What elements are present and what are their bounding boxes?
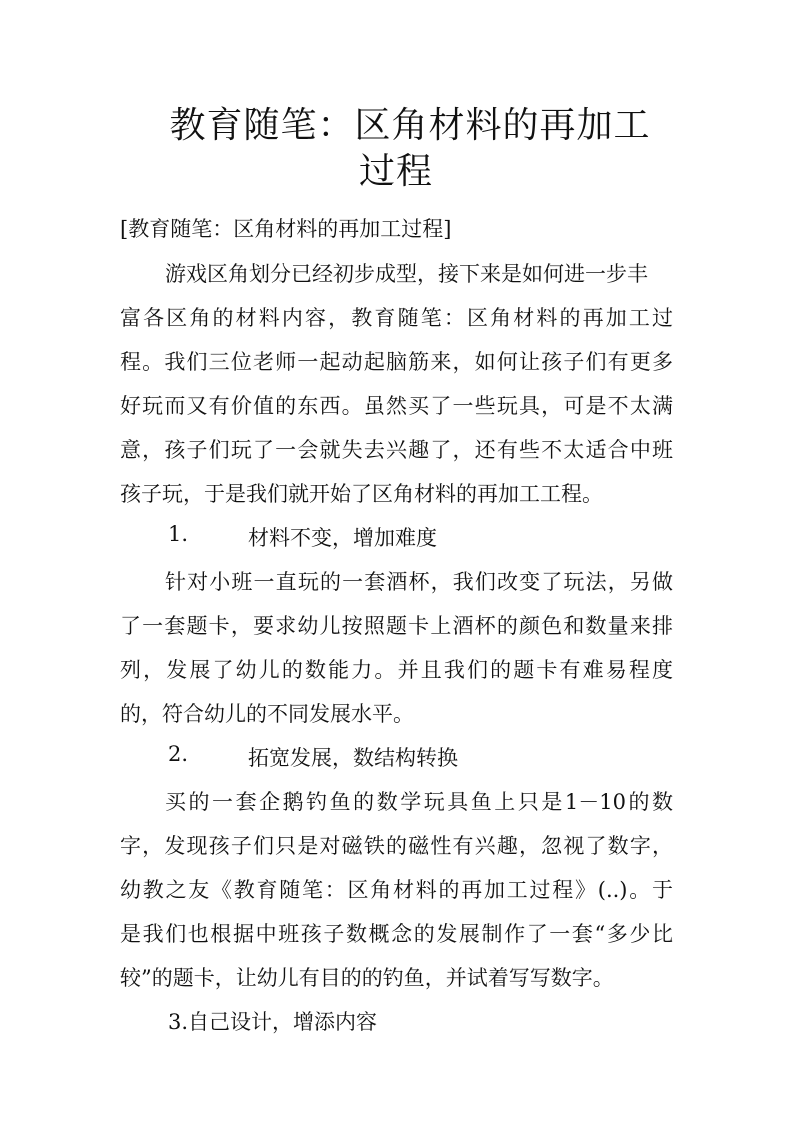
paragraph-2-line-4: 的，符合幼儿的不同发展水平。 — [120, 702, 414, 726]
paragraph-1-line-4: 好玩而又有价值的东西。虽然买了一些玩具，可是不太满 — [120, 394, 673, 418]
heading-2-text: 拓宽发展，数结构转换 — [248, 746, 458, 770]
paragraph-1-line-6: 孩子玩，于是我们就开始了区角材料的再加工工程。 — [120, 482, 603, 506]
paragraph-1-line-3: 程。我们三位老师一起动起脑筋来，如何让孩子们有更多 — [120, 350, 673, 374]
paragraph-3-line-1: 买的一套企鹅钓鱼的数学玩具鱼上只是1－10的数 — [165, 790, 673, 814]
paragraph-3-line-4: 是我们也根据中班孩子数概念的发展制作了一套“多少比 — [120, 922, 673, 946]
paragraph-3-line-3: 幼教之友《教育随笔：区角材料的再加工过程》(..)。于 — [120, 878, 673, 902]
paragraph-2-line-1: 针对小班一直玩的一套酒杯，我们改变了玩法，另做 — [165, 570, 673, 594]
paragraph-2-line-3: 列，发展了幼儿的数能力。并且我们的题卡有难易程度 — [120, 658, 673, 682]
heading-2-number: 2. — [168, 742, 189, 766]
paragraph-3-line-5: 较”的题卡，让幼儿有目的的钓鱼，并试着写写数字。 — [120, 966, 614, 990]
paragraph-1-line-5: 意，孩子们玩了一会就失去兴趣了，还有些不太适合中班 — [120, 438, 673, 462]
paragraph-1-line-1: 游戏区角划分已经初步成型，接下来是如何进一步丰 — [165, 262, 648, 286]
heading-1-number: 1. — [168, 522, 189, 546]
heading-1-text: 材料不变，增加难度 — [248, 526, 437, 550]
paragraph-2-line-2: 了一套题卡，要求幼儿按照题卡上酒杯的颜色和数量来排 — [120, 614, 673, 638]
document-title-line-1: 教育随笔：区角材料的再加工 — [169, 105, 651, 146]
paragraph-3-line-2: 字，发现孩子们只是对磁铁的磁性有兴趣，忽视了数字， — [120, 834, 673, 858]
heading-3: 3.自己设计，增添内容 — [168, 1010, 378, 1034]
paragraph-1-line-2: 富各区角的材料内容，教育随笔：区角材料的再加工过 — [120, 306, 673, 330]
bracket-title: [教育随笔：区角材料的再加工过程] — [120, 217, 452, 241]
document-title-line-2: 过程 — [358, 151, 433, 192]
